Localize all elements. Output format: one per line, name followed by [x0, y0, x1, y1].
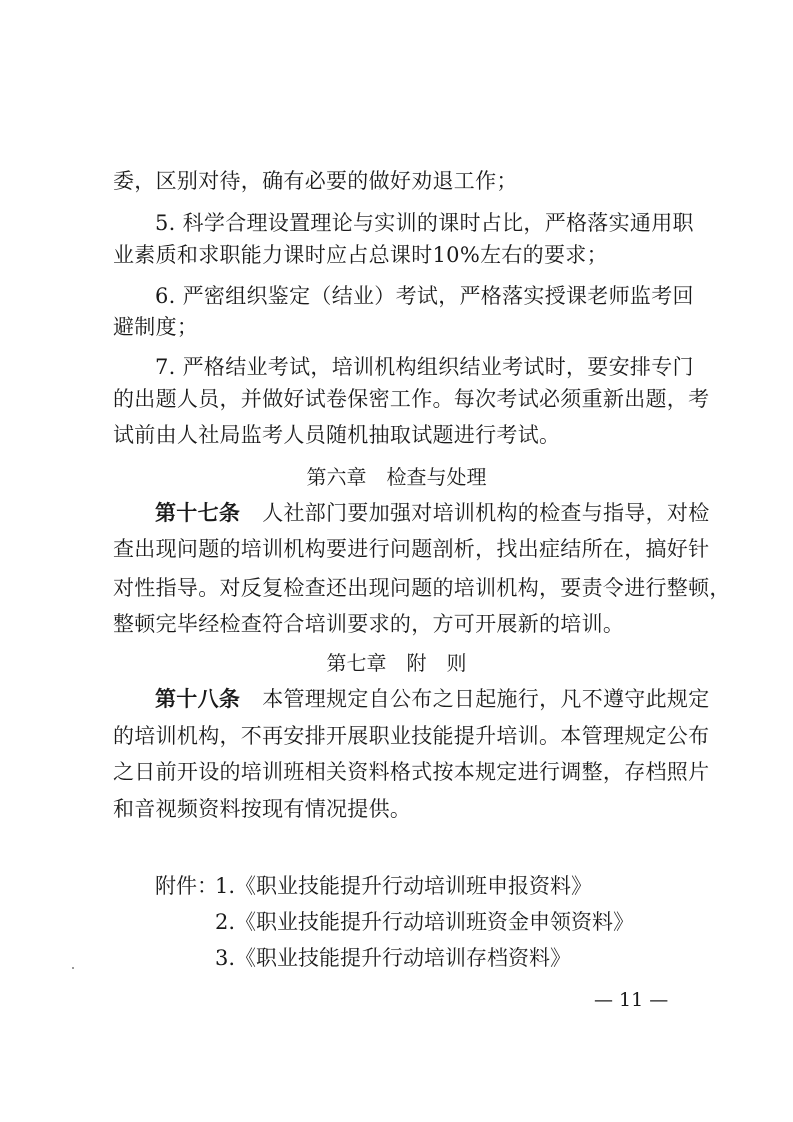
paragraph-line: 委，区别对待，确有必要的做好劝退工作；	[113, 169, 518, 193]
article-first-line	[155, 498, 710, 528]
paragraph-line: 查出现问题的培训机构要进行问题剖析，找出症结所在，搞好针	[113, 537, 710, 561]
paragraph-line: 6. 严密组织鉴定（结业）考试，严格落实授课老师监考回	[155, 284, 694, 308]
paragraph-line: 的培训机构，不再安排开展职业技能提升培训。本管理规定公布	[113, 724, 710, 748]
paragraph-line: 试前由人社局监考人员随机抽取试题进行考试。	[113, 423, 561, 447]
paragraph-line: 的出题人员，并做好试卷保密工作。每次考试必须重新出题，考	[113, 387, 710, 411]
article-first-line	[155, 684, 710, 714]
page-number: — 11 —	[594, 989, 669, 1011]
paragraph-line: 5. 科学合理设置理论与实训的课时占比，严格落实通用职	[155, 211, 694, 235]
article-label: 第十七条	[155, 501, 241, 525]
scan-speck	[72, 967, 74, 969]
paragraph-line: 对性指导。对反复检查还出现问题的培训机构，要责令进行整顿，	[113, 576, 731, 600]
chapter-heading: 第七章 附 则	[326, 651, 467, 675]
article-label: 第十八条	[155, 687, 241, 711]
paragraph-line: 业素质和求职能力课时应占总课时10%左右的要求；	[113, 243, 608, 267]
paragraph-line: 7. 严格结业考试，培训机构组织结业考试时，要安排专门	[155, 355, 694, 379]
paragraph-line: 和音视频资料按现有情况提供。	[113, 797, 412, 821]
paragraph-line: 之日前开设的培训班相关资料格式按本规定进行调整，存档照片	[113, 760, 710, 784]
attachment-item: 1.《职业技能提升行动培训班申报资料》	[215, 874, 593, 898]
attachment-item: 2.《职业技能提升行动培训班资金申领资料》	[215, 910, 635, 934]
paragraph-line: 避制度；	[113, 315, 199, 339]
attachments-label: 附件：	[155, 874, 218, 898]
paragraph-line: 整顿完毕经检查符合培训要求的，方可开展新的培训。	[113, 612, 625, 636]
chapter-heading: 第六章 检查与处理	[306, 465, 487, 489]
article-text: 本管理规定自公布之日起施行，凡不遵守此规定	[262, 687, 710, 711]
attachment-item: 3.《职业技能提升行动培训存档资料》	[215, 946, 572, 970]
article-text: 人社部门要加强对培训机构的检查与指导，对检	[262, 501, 710, 525]
